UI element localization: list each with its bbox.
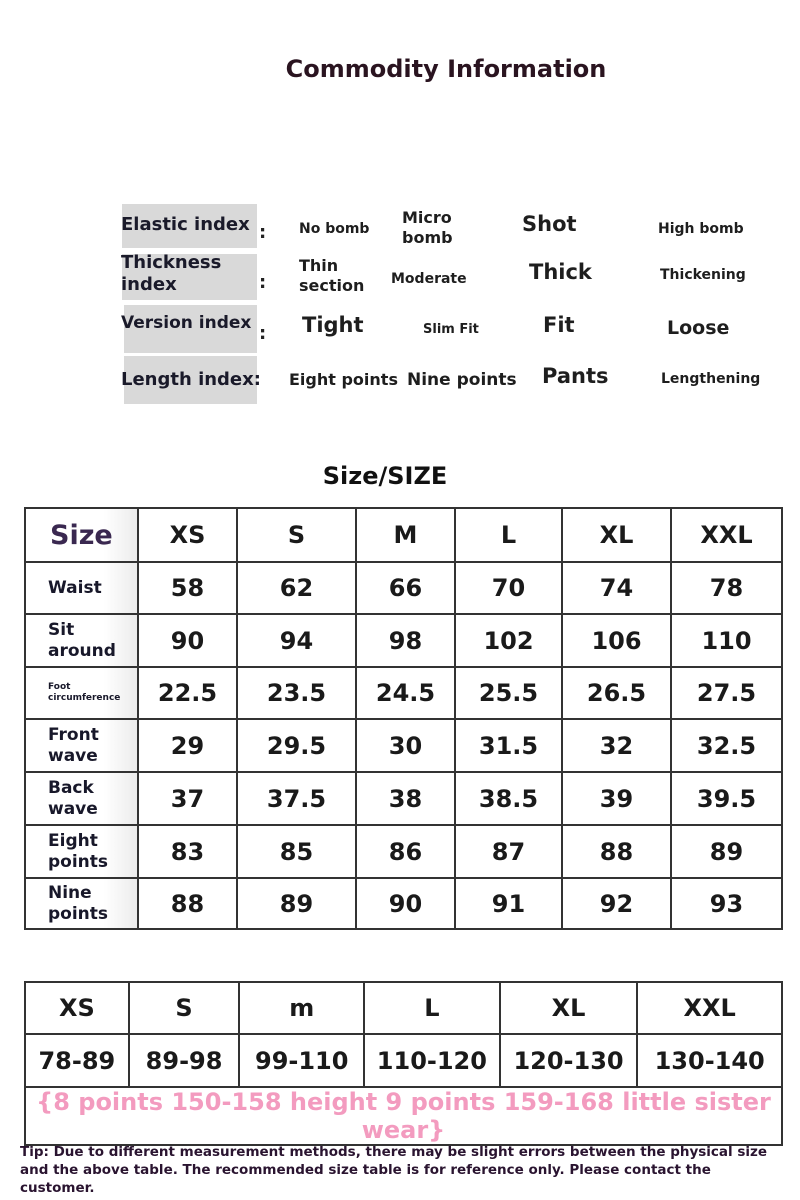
option-thick: Thick: [529, 260, 592, 284]
size-table: [24, 507, 783, 930]
table-cell: 90: [356, 878, 455, 929]
option-lengthening: Lengthening: [661, 371, 761, 387]
table-cell: 58: [138, 562, 237, 614]
option-tight: Tight: [302, 313, 364, 337]
table-cell: 39: [562, 772, 671, 825]
table-cell: 29.5: [237, 719, 356, 772]
option-thin-section: Thin section: [299, 256, 365, 295]
table-cell: 37.5: [237, 772, 356, 825]
table-cell: 92: [562, 878, 671, 929]
table-cell: 29: [138, 719, 237, 772]
table-cell: 32: [562, 719, 671, 772]
table-row: [25, 719, 782, 772]
table-cell: 24.5: [356, 667, 455, 719]
table-row: [25, 614, 782, 667]
colon: :: [259, 323, 267, 344]
header-cell: XL: [562, 508, 671, 562]
option-moderate: Moderate: [391, 271, 467, 287]
header-cell: XXL: [671, 508, 782, 562]
header-cell: Size: [25, 508, 138, 562]
tip-text: Tip: Due to different measurement methods, there may be slight errors between the physical size and the above table. The recommended size table is for reference only. Please contact the customer.: [20, 1144, 768, 1196]
table-cell: 38: [356, 772, 455, 825]
table-cell: 74: [562, 562, 671, 614]
row-label: Eight points: [25, 825, 138, 878]
header-cell: m: [239, 982, 364, 1034]
table-row: [25, 667, 782, 719]
table-cell: 88: [562, 825, 671, 878]
thickness-index-label: Thickness index: [121, 252, 222, 295]
table-cell: 120-130: [500, 1034, 638, 1087]
table-cell: 83: [138, 825, 237, 878]
table-row: [25, 772, 782, 825]
option-thickening: Thickening: [660, 267, 746, 283]
header-cell: XXL: [637, 982, 782, 1034]
table-cell: 130-140: [637, 1034, 782, 1087]
table-cell: 90: [138, 614, 237, 667]
size-title: Size/SIZE: [322, 462, 448, 490]
weight-table: [24, 981, 783, 1146]
header-cell: S: [129, 982, 240, 1034]
length-index-label: Length index:: [121, 369, 261, 390]
table-cell: 31.5: [455, 719, 562, 772]
table-cell: 62: [237, 562, 356, 614]
table-cell: 102: [455, 614, 562, 667]
table-cell: 26.5: [562, 667, 671, 719]
table-cell: 37: [138, 772, 237, 825]
table-cell: 70: [455, 562, 562, 614]
table-cell: 85: [237, 825, 356, 878]
table-cell: 89: [237, 878, 356, 929]
table-cell: 25.5: [455, 667, 562, 719]
table-cell: 23.5: [237, 667, 356, 719]
table-cell: 89: [671, 825, 782, 878]
table-cell: 98: [356, 614, 455, 667]
version-index-label: Version index: [121, 313, 252, 333]
table-cell: 88: [138, 878, 237, 929]
colon: :: [259, 222, 267, 243]
table-cell: 78: [671, 562, 782, 614]
table-cell: 39.5: [671, 772, 782, 825]
option-high-bomb: High bomb: [658, 221, 744, 237]
row-label: Sit around: [25, 614, 138, 667]
table-cell: 86: [356, 825, 455, 878]
page-title: Commodity Information: [285, 55, 607, 83]
table-cell: 38.5: [455, 772, 562, 825]
table-cell: 93: [671, 878, 782, 929]
header-cell: XS: [25, 982, 129, 1034]
table-cell: 89-98: [129, 1034, 240, 1087]
header-cell: XL: [500, 982, 638, 1034]
table-cell: 27.5: [671, 667, 782, 719]
option-loose: Loose: [667, 317, 730, 339]
header-cell: M: [356, 508, 455, 562]
note-row: [25, 1087, 782, 1145]
option-micro-bomb: Micro bomb: [402, 208, 453, 247]
row-label: Waist: [25, 562, 138, 614]
table-header-row: [25, 982, 782, 1034]
table-cell: 94: [237, 614, 356, 667]
row-label: Foot circumference: [25, 667, 138, 719]
table-cell: 66: [356, 562, 455, 614]
option-fit: Fit: [543, 313, 575, 337]
option-nine-points: Nine points: [407, 370, 517, 390]
table-cell: 30: [356, 719, 455, 772]
option-pants: Pants: [542, 364, 609, 388]
option-slim-fit: Slim Fit: [423, 322, 479, 337]
option-no-bomb: No bomb: [299, 221, 370, 237]
colon: :: [259, 272, 267, 293]
header-cell: XS: [138, 508, 237, 562]
row-label: Back wave: [25, 772, 138, 825]
table-row: [25, 562, 782, 614]
header-cell: L: [364, 982, 500, 1034]
header-cell: S: [237, 508, 356, 562]
table-cell: 110-120: [364, 1034, 500, 1087]
option-eight-points: Eight points: [289, 370, 398, 389]
table-cell: 87: [455, 825, 562, 878]
header-cell: L: [455, 508, 562, 562]
table-cell: 91: [455, 878, 562, 929]
height-note: {8 points 150-158 height 9 points 159-168 little sister wear}: [25, 1087, 782, 1145]
table-row: [25, 825, 782, 878]
table-cell: 99-110: [239, 1034, 364, 1087]
table-cell: 22.5: [138, 667, 237, 719]
table-row: [25, 1034, 782, 1087]
row-label: Nine points: [25, 878, 138, 929]
table-cell: 110: [671, 614, 782, 667]
table-header-row: [25, 508, 782, 562]
option-shot: Shot: [522, 212, 577, 236]
table-row: [25, 878, 782, 929]
row-label: Front wave: [25, 719, 138, 772]
table-cell: 32.5: [671, 719, 782, 772]
elastic-index-label: Elastic index: [121, 214, 250, 235]
table-cell: 78-89: [25, 1034, 129, 1087]
table-cell: 106: [562, 614, 671, 667]
